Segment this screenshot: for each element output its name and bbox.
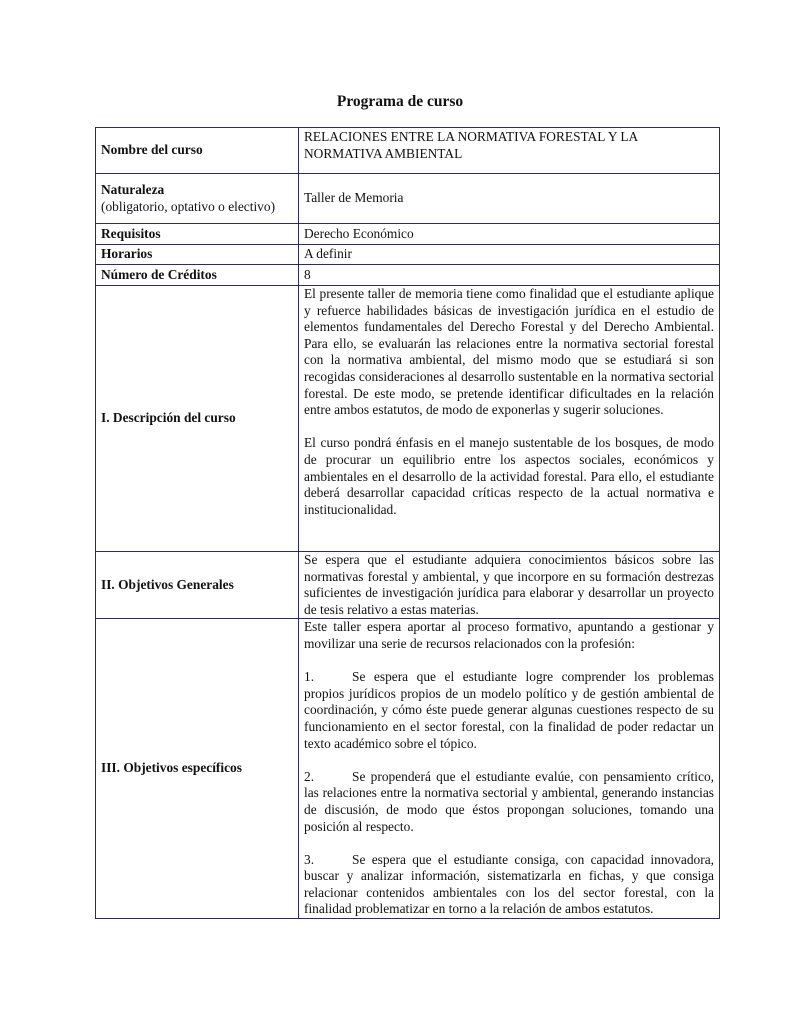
objetivo-text: Se propenderá que el estudiante evalúe, con pensamiento crítico, las relaciones entre la normativa sectorial y ambiental, generando instancias de discusión, de modo que éstos propongan soluciones, tomando una posición al respecto.: [304, 768, 714, 834]
value-creditos: 8: [299, 265, 720, 286]
objetivo-item-1: [304, 669, 714, 752]
descripcion-paragraph-1: El presente taller de memoria tiene como finalidad que el estudiante aplique y refuerce habilidades básicas de investigación jurídica en el estudio de elementos fundamentales del Derecho Forestal y del Derecho Ambiental. Para ello, se evaluarán las relaciones entre la normativa sectorial forestal con la normativa ambiental, del mismo modo que se estudiará si son recogidas consideraciones al desarrollo sustentable en la normativa sectorial forestal. De este modo, se pretende identificar dificultades en la relación entre ambos estatutos, de modo de exponerlas y sugerir soluciones.: [304, 286, 714, 418]
objetivo-item-3: [304, 852, 714, 918]
value-objetivos-generales: Se espera que el estudiante adquiera conocimientos básicos sobre las normativas forestal y ambiental, y que incorpore en su formación destrezas suficientes de investigación jurídica para elaborar y desarrollar un proyecto de tesis relativo a estas materias.: [299, 552, 720, 619]
objetivo-text: Se espera que el estudiante logre comprender los problemas propios jurídicos propios de un modelo político y de gestión ambiental de coordinación, y cómo éste puede generar algunas cuestiones respecto de su funcionamiento en el sector forestal, con la finalidad de poder redactar un texto académico sobre el tópico.: [304, 669, 714, 751]
value-horarios: A definir: [299, 245, 720, 265]
value-objetivos-especificos: [299, 619, 720, 919]
label-descripcion: I. Descripción del curso: [96, 286, 299, 552]
label-naturaleza-sub: (obligatorio, optativo o electivo): [101, 198, 276, 214]
objetivo-text: Se espera que el estudiante consiga, con capacidad innovadora, buscar y analizar información, sistematizarla en fichas, y que consiga relacionar contenidos ambientales con los del sector forestal, con la finalidad problematizar en torno a la relación de ambos estatutos.: [304, 851, 714, 917]
objetivo-item-2: [304, 769, 714, 835]
value-nombre: RELACIONES ENTRE LA NORMATIVA FORESTAL Y LA NORMATIVA AMBIENTAL: [299, 128, 720, 174]
row-creditos: [96, 265, 720, 286]
objetivos-intro: Este taller espera aportar al proceso formativo, apuntando a gestionar y movilizar una serie de recursos relacionados con la profesión:: [304, 619, 714, 651]
label-creditos: Número de Créditos: [96, 265, 299, 286]
objetivo-number: 1.: [304, 669, 315, 685]
label-nombre: Nombre del curso: [96, 128, 299, 174]
course-program-table: [95, 127, 720, 919]
row-nombre: [96, 128, 720, 174]
label-horarios: Horarios: [96, 245, 299, 265]
value-requisitos: Derecho Económico: [299, 224, 720, 245]
label-requisitos: Requisitos: [96, 224, 299, 245]
row-objetivos-especificos: [96, 619, 720, 919]
value-descripcion: [299, 286, 720, 552]
label-naturaleza: [96, 174, 299, 224]
label-naturaleza-title: Naturaleza: [101, 181, 165, 197]
row-descripcion: [96, 286, 720, 552]
label-objetivos-generales: II. Objetivos Generales: [96, 552, 299, 619]
row-horarios: [96, 245, 720, 265]
descripcion-paragraph-2: El curso pondrá énfasis en el manejo sustentable de los bosques, de modo de procurar un equilibrio entre los aspectos sociales, económicos y ambientales en el desarrollo de la actividad forestal. Para ello, el estudiante deberá desarrollar capacidad críticas respecto de la actual normativa e institucionalidad.: [304, 435, 714, 517]
objetivo-number: 2.: [304, 768, 315, 784]
page-title: Programa de curso: [336, 93, 464, 110]
row-objetivos-generales: [96, 552, 720, 619]
row-naturaleza: [96, 174, 720, 224]
value-naturaleza: Taller de Memoria: [299, 174, 720, 224]
row-requisitos: [96, 224, 720, 245]
label-objetivos-especificos: III. Objetivos específicos: [96, 619, 299, 919]
objetivo-number: 3.: [304, 851, 315, 867]
